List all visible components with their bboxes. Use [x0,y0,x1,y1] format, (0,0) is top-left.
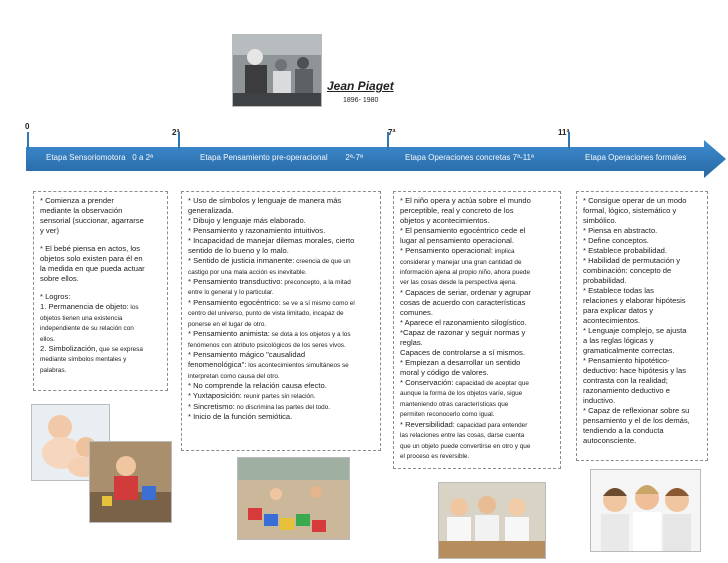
box-line [40,365,161,375]
line-text: simbólico. [583,216,617,226]
line-small-text: las relaciones entre las cosas, darse cuenta [400,432,525,440]
box-line [400,328,554,338]
line-small-text: aunque la forma de los objetos varíe, sigue [400,390,523,398]
adolescents-image [591,470,700,551]
line-text: sobre ellos. [40,274,79,284]
box-line [400,277,554,287]
box-line [583,296,701,306]
line-text: * Capaz de reflexionar sobre su [583,406,690,416]
box-line [40,274,161,284]
line-text: fenomenológica": [188,360,247,370]
box-line [188,391,374,401]
line-text: * Aparece el razonamiento silogístico. [400,317,527,327]
stage-name: Etapa Pensamiento pre-operacional [200,153,328,162]
line-text: sensorial (succionar, agarrarse [40,216,144,226]
box-line [583,236,701,246]
line-text: * Pensamiento egocéntrico: [188,297,281,307]
stage-range: 2ª-7ª [345,153,363,162]
paragraph-gap [40,236,161,244]
piaget-photo [232,34,322,107]
box-line [188,381,374,391]
children-blocks-photo [237,457,350,540]
box-line [188,298,374,308]
line-small-text: capacidad de aceptar que [453,380,529,388]
box-line [583,356,701,366]
line-text: * Uso de símbolos y lenguaje de manera más [188,196,342,205]
line-text: objetos y acontecimientos. [400,216,490,226]
box-line [583,316,701,326]
mark-7: 7ª [388,128,396,137]
box-line [400,267,554,277]
line-text: razonamiento deductivo e [583,386,670,396]
stage-label-sensoriomotora [46,153,153,162]
box-line [188,216,374,226]
box-line [40,313,161,323]
box-line [583,306,701,316]
line-text: 1. Permanencia de objeto: [40,302,129,312]
line-small-text: información ajena al propio niño, ahora puede [400,268,531,276]
box-line [188,412,374,422]
line-text: * Pensamiento y razonamiento intuitivos. [188,226,326,236]
line-small-text: se dota a los objetos y a los [269,331,351,339]
line-small-text: permiten reconocerlo como igual. [400,411,495,419]
line-text: * Empiezan a desarrollar un sentido [400,358,521,367]
stage-name: Etapa Sensoriomotora [46,153,126,162]
box-line [188,350,374,360]
box-line [400,409,554,419]
line-text: deductivo: hace hipótesis y las [583,366,686,376]
line-text: gramaticalmente correctas. [583,346,675,356]
line-small-text: fenómenos con atributo psicológicos de los seres vivos. [188,341,346,349]
box-line [188,206,374,216]
schoolchildren-photo [438,482,546,559]
box-line [583,416,701,426]
box-line [400,368,554,378]
schoolchildren-image [439,483,545,558]
box-formales [576,191,708,461]
line-text: * Define conceptos. [583,236,649,246]
box-line [583,266,701,276]
box-line [583,196,701,206]
line-text: * Establece todas las [583,286,654,296]
line-text: Capaces de controlarse a sí mismos. [400,347,525,357]
box-line [400,318,554,328]
box-line [400,246,554,256]
box-line [188,256,374,266]
line-text: pensamiento y el de los demás, [583,416,690,426]
line-small-text: considerar y manejar una gran cantidad de [400,258,522,266]
page-title: Jean Piaget [327,79,394,93]
box-line [400,288,554,298]
box-line [583,326,701,336]
line-text: mediante la observación [40,206,123,216]
box-line [400,378,554,388]
line-small-text: creencia de que un [294,258,351,266]
box-line [583,376,701,386]
line-text: y ver) [40,226,59,236]
box-line [40,354,161,364]
adolescents-photo [590,469,701,552]
box-line [583,426,701,436]
line-text: para explicar datos y [583,306,654,316]
line-text: moral y código de valores. [400,368,489,378]
box-line [188,329,374,339]
line-text: sentido de lo bueno y lo malo. [188,246,289,256]
box-line [583,366,701,376]
baby-photo-2 [89,441,172,523]
life-years: 1896- 1980 [343,97,379,104]
stage-name: Etapa Operaciones formales [585,153,687,162]
line-text: * Logros: [40,292,71,302]
stage-label-concretas [405,153,534,162]
line-small-text: implica [492,248,515,256]
line-text: formal, lógico, sistemático y [583,206,677,216]
box-line [188,277,374,287]
line-text: contrasta con la realidad; [583,376,668,386]
box-line [400,358,554,368]
box-line [400,216,554,226]
box-line [40,226,161,236]
box-line [188,371,374,381]
line-small-text: ponerse en el lugar de otro. [188,320,267,328]
box-line [583,206,701,216]
box-line [583,286,701,296]
line-small-text: que se expresa [97,345,143,353]
box-line [583,256,701,266]
box-line [400,348,554,358]
box-line [188,246,374,256]
line-text: * Pensamiento transductivo: [188,277,283,286]
line-text: * Dibujo y lenguaje más elaborado. [188,216,306,226]
children-blocks-image [238,458,349,539]
box-line [400,451,554,461]
box-line [188,319,374,329]
line-text: * Lenguaje complejo, se ajusta [583,326,687,336]
line-small-text: los [128,304,139,312]
stage-label-formales [585,153,686,162]
box-line [188,340,374,350]
box-line [40,206,161,216]
box-line [400,298,554,308]
line-text: * Inicio de la función semiótica. [188,412,293,422]
box-line [40,216,161,226]
box-line [188,308,374,318]
line-text: * Reversibilidad: [400,419,455,429]
line-small-text: no discrimina las partes del todo. [234,403,331,411]
line-small-text: reunir partes sin relación. [241,393,316,401]
box-line [400,196,554,206]
line-text: * El niño opera y actúa sobre el mundo [400,196,531,205]
line-text: * Piensa en abstracto. [583,226,658,236]
tick-0 [27,132,29,150]
line-text: * Capaces de seriar, ordenar y agrupar [400,287,531,297]
line-text: tendiendo a la conducta [583,426,664,436]
line-text: * El bebé piensa en actos, los [40,244,141,254]
box-line [400,226,554,236]
box-line [400,206,554,216]
line-text: a las reglas lógicas y [583,336,654,346]
box-preoperacional [181,191,381,451]
piaget-classroom-image [233,35,321,106]
stage-label-preoperacional [200,153,363,162]
line-text: * No comprende la relación causa efecto. [188,381,327,391]
box-line [583,436,701,446]
line-text: autoconsciente. [583,436,637,446]
line-small-text: ver las cosas desde la perspectiva ajena. [400,279,517,287]
box-line [400,308,554,318]
line-text: * Sincretismo: [188,401,235,411]
baby-playing-image [90,442,171,522]
mark-11: 11ª [558,128,570,137]
line-text: relaciones y elaborar hipótesis [583,296,686,306]
box-line [188,226,374,236]
box-concretas [393,191,561,469]
box-line [40,323,161,333]
line-small-text: los acontecimientos simultáneos se [246,362,349,370]
line-text: 2. Simbolización, [40,343,98,353]
box-line [188,287,374,297]
box-line [583,336,701,346]
box-line [400,420,554,430]
line-text: * Habilidad de permutación y [583,256,681,266]
line-text: *Capaz de razonar y seguir normas y [400,327,526,337]
line-text: inductivo. [583,396,616,406]
box-line [40,244,161,254]
box-line [583,216,701,226]
line-text: perceptible, real y concreto de los [400,206,514,216]
line-small-text: interpretan como causa del otro. [188,372,280,380]
box-line [40,254,161,264]
box-line [188,236,374,246]
line-small-text: preconcepto, a la mitad [282,279,351,286]
line-text: la medida en que pueda actuar [40,264,145,274]
line-small-text: mediante símbolos mentales y [40,356,127,364]
line-text: * Pensamiento hipotético- [583,356,670,366]
line-text: * Sentido de justicia inmanente: [188,256,295,266]
box-line [40,344,161,354]
box-line [188,360,374,370]
line-small-text: objetos tienen una existencia [40,314,123,322]
line-text: * Yuxtaposición: [188,391,242,401]
line-text: cosas de acuerdo con características [400,297,526,307]
box-line [188,196,374,206]
line-small-text: centro del universo, punto de vista limitado, incapaz de [188,310,344,318]
box-line [40,196,161,206]
line-text: * Conservación: [400,378,454,388]
line-small-text: castigo por una mala acción es inevitable. [188,268,307,276]
line-small-text: manteniendo otras características que [400,400,509,408]
box-line [400,338,554,348]
box-line [400,441,554,451]
stage-range: 0 a 2ª [132,153,154,162]
line-text: * Consigue operar de un modo [583,196,687,205]
box-line [583,346,701,356]
box-line [400,388,554,398]
line-small-text: capacidad para entender [454,421,528,429]
line-small-text: independiente de su relación con [40,325,134,333]
box-line [40,292,161,302]
line-text: objetos solo existen para él en [40,254,143,264]
line-text: combinación: concepto de [583,266,672,276]
box-line [583,276,701,286]
paragraph-gap [40,284,161,292]
box-line [400,430,554,440]
line-text: * Pensamiento operacional: [400,246,493,256]
line-text: probabilidad. [583,276,627,286]
line-text: reglas. [400,337,423,347]
box-line [188,267,374,277]
box-line [400,399,554,409]
line-text: generalizada. [188,206,234,216]
line-text: comunes. [400,307,433,317]
box-line [40,334,161,344]
line-text: * Incapacidad de manejar dilemas morales, cierto [188,236,355,246]
line-text: acontecimientos. [583,316,640,326]
line-text: * El pensamiento egocéntrico cede el [400,226,526,236]
box-line [400,257,554,267]
box-line [400,236,554,246]
line-small-text: se ve a sí mismo como el [280,299,355,307]
box-line [40,264,161,274]
line-text: * Comienza a prender [40,196,114,205]
line-text: * Pensamiento mágico "causalidad [188,350,306,360]
line-text: * Pensamiento animista: [188,329,270,339]
stage-name: Etapa Operaciones concretas 7ª-11ª [405,153,534,162]
box-line [40,302,161,312]
box-line [583,406,701,416]
box-line [583,396,701,406]
line-text: lugar al pensamiento operacional. [400,236,514,246]
mark-0: 0 [25,122,30,131]
line-small-text: que un objeto puede convertirse en otro y que [400,442,531,450]
box-line [583,246,701,256]
line-small-text: palabras. [40,366,67,374]
line-text: * Establece probabilidad. [583,246,668,256]
box-line [583,226,701,236]
line-small-text: ellos. [40,335,55,343]
box-line [188,402,374,412]
line-small-text: entre lo general y lo particular. [188,289,274,297]
line-small-text: el proceso es reversible. [400,453,470,461]
box-sensoriomotora [33,191,168,391]
mark-2: 2ª [172,128,180,137]
box-line [583,386,701,396]
